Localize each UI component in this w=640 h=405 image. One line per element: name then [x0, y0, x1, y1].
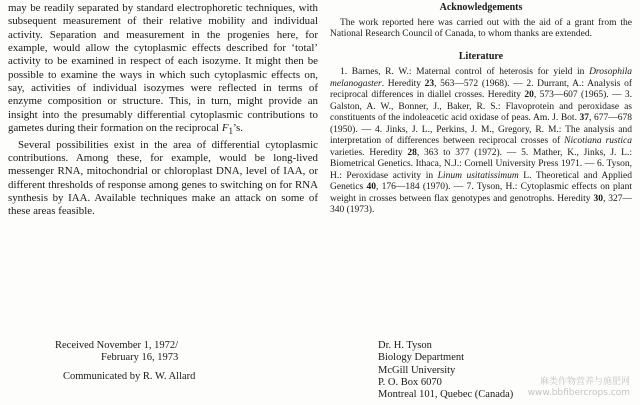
- reference-post: , 563—572 (1968). —: [434, 78, 527, 89]
- received-block: [55, 340, 285, 383]
- body-paragraph-1: [8, 2, 318, 139]
- paragraph-1-text: may be readily separated by standard electrophoretic techniques, with subsequent measurement of their relative mobility and individual activity. Separation and measurement in the progenies here, for example, would allow the cytoplasmic effects described for ‘total’ activity to be examined in respect of each isozyme. It might then be possible to examine the ways in which such cytoplasmic effects on, say, activities of individual isozymes were reflected in terms of enzyme composition or structure. This, in turn, might provide an insight into the presumably differential cytoplasmic contributions to gametes during their formation on the reciprocal: [8, 2, 318, 135]
- received-date: Received November 1, 1972/: [55, 340, 179, 351]
- reference-pre: 6. Tyson, H.: Peroxidase activity in: [330, 159, 632, 181]
- reference-italic: Nicotiana rustica: [564, 136, 632, 146]
- author-po-box: P. O. Box 6070: [378, 376, 442, 388]
- reference-pre: 7. Tyson, H.: Cytoplasmic effects on plant weight in crosses between flax genotypes and genotrophs. Heredity: [330, 182, 632, 204]
- reference-italic: Drosophila melanogaster: [330, 67, 632, 89]
- author-department: Biology Department: [378, 352, 465, 364]
- left-column: [8, 2, 318, 219]
- communicated-by: Communicated by R. W. Allard: [63, 370, 196, 382]
- right-column: [330, 2, 632, 217]
- reference-post: , 677—678 (1950). —: [330, 113, 632, 135]
- reference-pre: 2. Durrant, A.: Analysis of reciprocal differences in diallel crosses. Heredity: [330, 78, 632, 100]
- f-symbol: F: [221, 122, 229, 135]
- reference-vol: 40: [366, 182, 376, 192]
- reference-pre: 5. Mather, K., Jinks, J. L.: Biometrical Genetics. Ithaca, N.J.: Cornell University Press 1971. —: [330, 147, 633, 169]
- acknowledgements-heading: Acknowledgements: [439, 2, 523, 13]
- author-city: Montreal 101, Quebec (Canada): [378, 389, 514, 401]
- reference-pre: 4. Jinks, J. L., Perkins, J. M., Gregory, R. M.: The analysis and interpretation of differences between reciprocal crosses of: [330, 124, 633, 146]
- reference-post: , 573—607 (1965). —: [533, 90, 625, 100]
- body-paragraph-2: Several possibilities exist in the area of differential cytoplasmic contributions. Among these, for example, would be long-lived messenger RNA, mitochondrial or chloroplast DNA, level of IAA, or different thresholds of response among genes to switching on for RNA synthesis by IAA. Available techniques make an attack on some of these areas feasible.: [8, 138, 318, 218]
- reference-mid: L. Theoretical and Applied Genetics: [330, 170, 632, 192]
- reference-mid: varieties. Heredity: [330, 147, 408, 158]
- reference-pre: 3. Galston, A. W., Bonner, J., Baker, R. S.: Flavoprotein and peroxidase as constituents of the indoleacetic acid oxidase of peas. Am. J. Bot.: [330, 90, 632, 123]
- reference-post: , 327—340 (1973).: [330, 193, 632, 215]
- revised-date: February 16, 1973: [101, 352, 179, 364]
- reference-vol: 28: [407, 147, 417, 158]
- watermark: [512, 377, 630, 399]
- reference-vol: 23: [424, 78, 435, 89]
- reference-pre: 1. Barnes, R. W.: Maternal control of heterosis for yield in: [340, 67, 590, 77]
- watermark-line-2: www.bbfibercrops.com: [527, 388, 630, 398]
- literature-references: [330, 67, 632, 217]
- reference-vol: 30: [593, 193, 603, 204]
- literature-heading: Literature: [458, 50, 504, 62]
- reference-vol: 20: [524, 90, 534, 100]
- paragraph-1-end: ’s.: [233, 122, 244, 135]
- reference-vol: 37: [579, 113, 590, 123]
- reference-italic: Linum usitatissimum: [437, 170, 519, 181]
- watermark-line-1: 麻类作物营养与施肥网: [539, 377, 630, 387]
- reference-mid: . Heredity: [381, 78, 425, 89]
- reference-post: , 176—184 (1970). —: [375, 182, 467, 192]
- author-university: McGill University: [378, 364, 456, 376]
- acknowledgements-text: The work reported here was carried out with the aid of a grant from the National Research Council of Canada, to whom thanks are extended.: [330, 17, 632, 39]
- author-name: Dr. H. Tyson: [378, 340, 432, 351]
- f-subscript: 1: [228, 126, 234, 137]
- reference-post: , 363 to 377 (1972). —: [416, 147, 522, 158]
